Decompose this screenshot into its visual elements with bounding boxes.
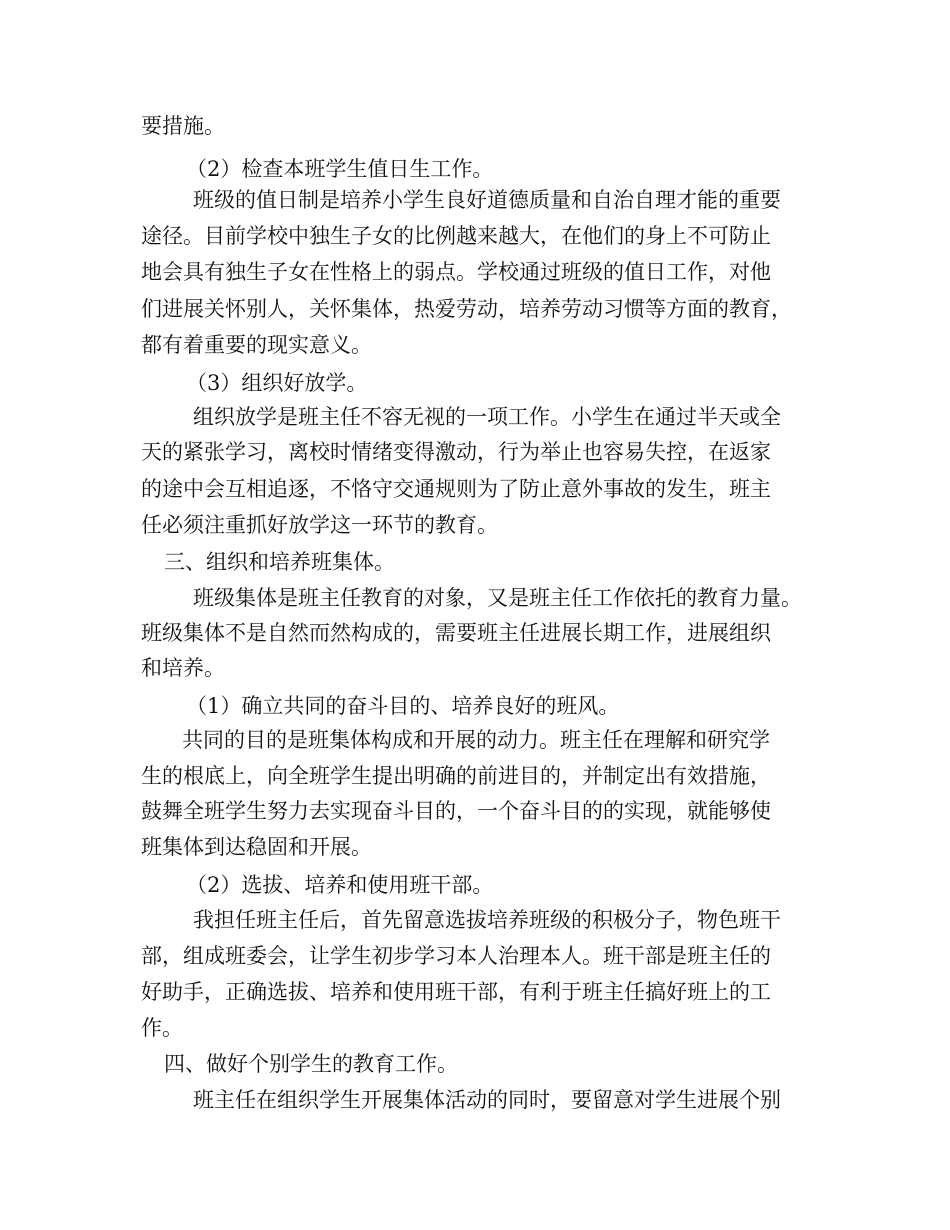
text-line: 生的根底上，向全班学生提出明确的前进目的，并制定出有效措施， (141, 764, 771, 788)
text-line: 天的紧张学习，离校时情绪变得激动，行为举止也容易失控，在返家 (141, 440, 771, 464)
sub-heading: （1）确立共同的奋斗目的、培养良好的班风。 (186, 694, 620, 718)
text-line: 途径。目前学校中独生子女的比例越来越大，在他们的身上不可防止 (141, 224, 771, 248)
text-line: 班级集体不是自然而然构成的，需要班主任进展长期工作，进展组织 (141, 621, 771, 645)
text-line: 要措施。 (141, 114, 225, 138)
text-line: 共同的目的是班集体构成和开展的动力。班主任在理解和研究学 (182, 728, 770, 752)
text-line: 部，组成班委会，让学生初步学习本人治理本人。班干部是班主任的 (141, 944, 771, 968)
text-line: 班级的值日制是培养小学生良好道德质量和自治自理才能的重要 (193, 188, 781, 212)
text-line: 我担任班主任后，首先留意选拔培养班级的积极分子，物色班干 (193, 908, 781, 932)
text-line: 的途中会互相追逐，不恪守交通规则为了防止意外事故的发生，班主 (141, 477, 771, 501)
sub-heading: （2）检查本班学生值日生工作。 (186, 157, 494, 181)
text-line: 班集体到达稳固和开展。 (141, 835, 372, 859)
text-line: 都有着重要的现实意义。 (141, 333, 372, 357)
text-line: 班主任在组织学生开展集体活动的同时，要留意对学生进展个别 (193, 1088, 781, 1112)
text-line: 班级集体是班主任教育的对象，又是班主任工作依托的教育力量。 (193, 586, 802, 610)
text-line: 们进展关怀别人，关怀集体，热爱劳动，培养劳动习惯等方面的教育， (141, 297, 792, 321)
section-heading: 四、做好个别学生的教育工作。 (164, 1052, 458, 1076)
text-line: 任必须注重抓好放学这一环节的教育。 (141, 513, 498, 537)
sub-heading: （3）组织好放学。 (186, 371, 368, 395)
section-heading: 三、组织和培养班集体。 (164, 550, 395, 574)
text-line: 和培养。 (141, 656, 225, 680)
text-line: 地会具有独生子女在性格上的弱点。学校通过班级的值日工作，对他 (141, 260, 771, 284)
text-line: 鼓舞全班学生努力去实现奋斗目的，一个奋斗目的的实现，就能够使 (141, 799, 771, 823)
sub-heading: （2）选拔、培养和使用班干部。 (186, 873, 494, 897)
text-line: 作。 (141, 1016, 183, 1040)
text-line: 组织放学是班主任不容无视的一项工作。小学生在通过半天或全 (193, 405, 781, 429)
text-line: 好助手，正确选拔、培养和使用班干部，有利于班主任搞好班上的工 (141, 980, 771, 1004)
